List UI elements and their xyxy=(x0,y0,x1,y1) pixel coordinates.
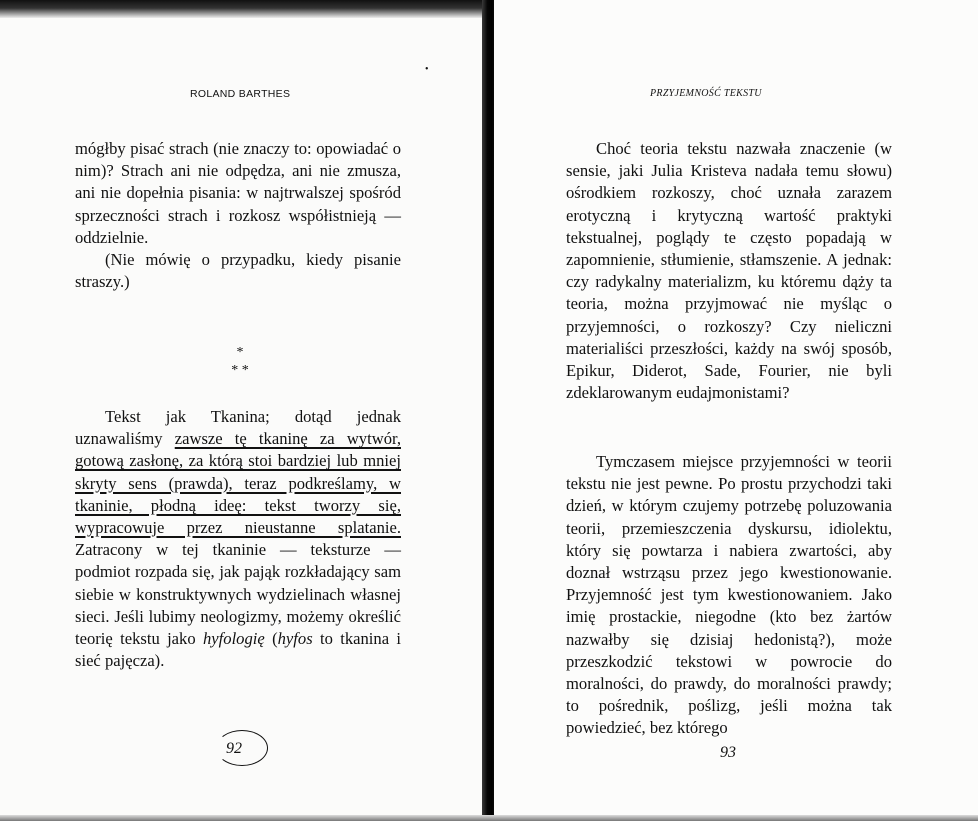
right-running-header: PRZYJEMNOŚĆ TEKSTU xyxy=(650,88,762,99)
left-paragraph-2: (Nie mówię o przypadku, kiedy pisanie straszy.) xyxy=(75,250,401,292)
ink-speck: • xyxy=(425,64,429,75)
right-text-top xyxy=(566,138,892,404)
left-running-header: ROLAND BARTHES xyxy=(190,88,291,100)
term-hyfos: hyfos xyxy=(277,629,313,649)
right-paragraph-1: Choć teoria tekstu nazwała znaczenie (w sensie, jaki Julia Kristeva nadała temu słowu) ośrodkiem rozkoszy, choć uznała zarazem erotyczną i krytyczną wartość praktyki tekstualnej, poglądy te często popadają w zapomnienie, stłumienie, stłamszenie. A jednak: czy radykalny materializm, ku któremu dąży ta teoria, można przyjmować nie myśląc o przyjemności, o rozkoszy? Czy nieliczni materialiści przeszłości, każdy na swój sposób, Epikur, Diderot, Sade, Fourier, nie byli zdeklarowanym eudajmonistami? xyxy=(566,139,892,403)
left-paragraph-1: mógłby pisać strach (nie znaczy to: opowiadać o nim)? Strach ani nie odpędza, ani nie zmusza, ani nie dopełnia pisania: w najtrwalszej spośród sprzeczności strach i rozkosz współistnieją — oddzielnie. xyxy=(75,139,401,247)
right-page-number: 93 xyxy=(720,744,736,761)
paragraph-3-end: to tkanina i sieć pajęcza). xyxy=(75,629,402,671)
handwritten-circle xyxy=(216,730,268,766)
left-text-bottom xyxy=(75,406,401,672)
left-paragraph-3 xyxy=(75,406,401,672)
paren-open: ( xyxy=(272,629,278,649)
page-edge-shadow xyxy=(0,0,487,18)
underlined-passage: zawsze tę tkaninę za wytwór, gotową zasłonę, za którą stoi bardziej lub mniej skryty sens (prawda), teraz podkreślamy, w tkaninie, płodną ideę: tekst tworzy się, wypracowuje przez nieustanne splatanie. xyxy=(75,429,401,538)
page-bottom-edge xyxy=(0,815,978,821)
right-text-bottom xyxy=(566,451,892,740)
left-page-number: 92 xyxy=(226,740,242,757)
asterisk-top: * xyxy=(236,345,244,360)
term-hyfologia: hyfologię xyxy=(203,629,265,649)
right-paragraph-2: Tymczasem miejsce przyjemności w teorii tekstu nie jest pewne. Po prostu przychodzi taki dzień, w którym czujemy potrzebę poluzowania teorii, przemieszczenia dyskursu, idiolektu, który się powtarza i nabiera zwartości, aby doznał wstrząsu przez jego kwestionowanie. Przyjemność jest tym kwestionowaniem. Jako imię prostackie, niegodne (kto bez żartów nazwałby się dzisiaj hedonistą?), może przeszkodzić tekstowi w powrocie do moralności, do prawdy, do moralności prawdy; to pośrednik, poślizg, jeśli można tak powiedzieć, bez którego xyxy=(566,452,892,738)
asterisk-bottom: * * xyxy=(231,363,249,378)
left-page xyxy=(0,0,487,821)
paragraph-3-start: Tekst jak Tkanina; dotąd jednak uznawaliśmy xyxy=(75,407,401,449)
left-text-top xyxy=(75,138,401,293)
paragraph-3-middle: Zatracony w tej tkaninie — teksturze — podmiot rozpada się, jak pająk rozkładający sam siebie w konstruktywnych wydzielinach własnej sieci. Jeśli lubimy neologizmy, możemy określić teorię tekstu jako xyxy=(75,540,401,649)
section-break-asterisks xyxy=(215,344,265,380)
